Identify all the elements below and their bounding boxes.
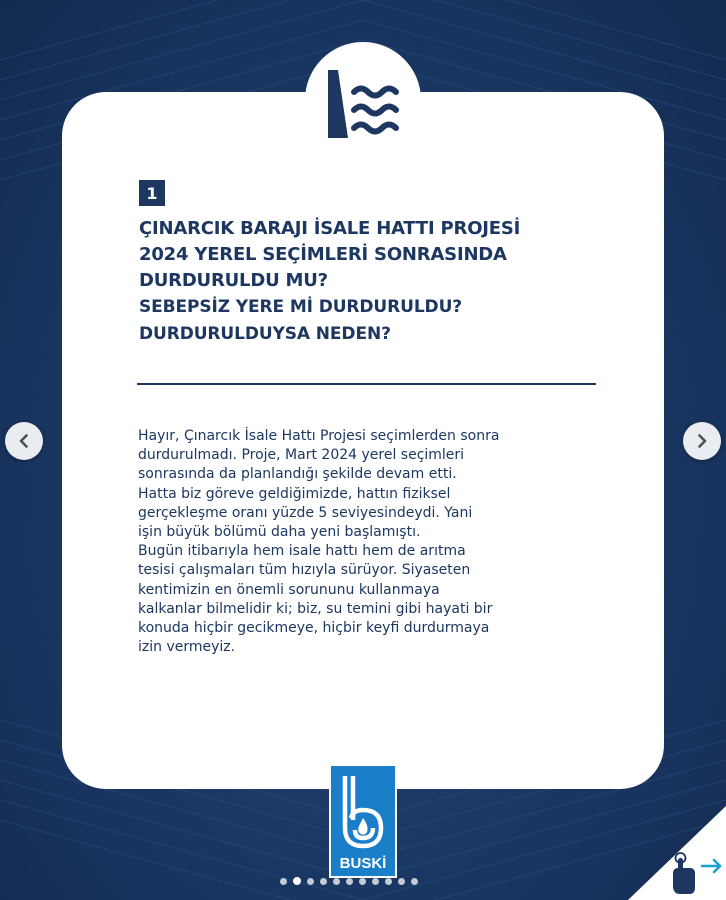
logo-mark xyxy=(331,770,395,854)
question-subtitle xyxy=(139,294,609,348)
subtitle-line: DURDURULDUYSA NEDEN? xyxy=(139,324,391,344)
next-button[interactable] xyxy=(683,422,721,460)
answer-line: sonrasında da planlandığı şekilde devam etti. xyxy=(138,466,457,483)
question-number: 1 xyxy=(139,180,165,206)
answer-line: Bugün itibarıyla hem isale hattı hem de arıtma xyxy=(138,543,466,560)
answer-line: Hatta biz göreve geldiğimizde, hattın fiziksel xyxy=(138,485,451,502)
carousel-dot[interactable] xyxy=(411,878,418,885)
carousel-dot[interactable] xyxy=(372,878,379,885)
answer-line: kentimizin en önemli sorununu kullanmaya xyxy=(138,581,440,598)
carousel-dot[interactable] xyxy=(359,878,366,885)
answer-line: izin vermeyiz. xyxy=(138,639,236,656)
logo-text: BUSKİ xyxy=(339,855,387,872)
answer-line: Hayır, Çınarcık İsale Hattı Projesi seçimlerden sonra xyxy=(138,428,500,444)
carousel-dot[interactable] xyxy=(280,878,287,885)
carousel-dot[interactable] xyxy=(346,878,353,885)
divider xyxy=(137,383,596,385)
chevron-right-icon xyxy=(694,433,710,449)
buski-logo xyxy=(329,764,397,878)
carousel-dot[interactable] xyxy=(293,877,301,885)
question-title xyxy=(139,216,609,294)
dam-water-icon xyxy=(326,66,402,140)
previous-button[interactable] xyxy=(5,422,43,460)
answer-line: durdurulmadı. Proje, Mart 2024 yerel seçimleri xyxy=(138,447,465,464)
title-line: ÇINARCIK BARAJI İSALE HATTI PROJESİ xyxy=(139,218,521,239)
carousel-dot[interactable] xyxy=(320,878,327,885)
answer-line: gerçekleşme oranı yüzde 5 seviyesindeydi. Yani xyxy=(138,504,473,521)
title-line: 2024 YEREL SEÇİMLERİ SONRASINDA xyxy=(139,244,507,265)
answer-line: tesisi çalışmaları tüm hızıyla sürüyor. Siyaseten xyxy=(138,562,471,579)
chevron-left-icon xyxy=(16,433,32,449)
answer-line: konuda hiçbir gecikmeye, hiçbir keyfi durdurmaya xyxy=(138,620,490,637)
answer-text xyxy=(138,427,598,657)
answer-line: kalkanlar bilmelidir ki; biz, su temini gibi hayati bir xyxy=(138,600,493,617)
carousel-indicator xyxy=(280,876,440,886)
swipe-hand-icon xyxy=(628,806,726,900)
carousel-dot[interactable] xyxy=(398,878,405,885)
carousel-dot[interactable] xyxy=(307,878,314,885)
subtitle-line: SEBEPSİZ YERE Mİ DURDURULDU? xyxy=(139,297,463,317)
carousel-dot[interactable] xyxy=(333,878,340,885)
carousel-dot[interactable] xyxy=(385,878,392,885)
title-line: DURDURULDU MU? xyxy=(139,270,328,291)
answer-line: işin büyük bölümü daha yeni başlamıştı. xyxy=(138,524,421,541)
